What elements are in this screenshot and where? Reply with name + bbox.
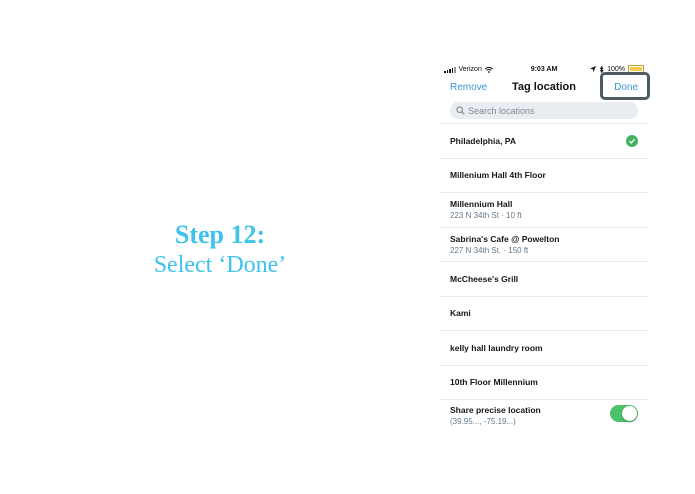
share-precise-toggle[interactable] xyxy=(610,405,638,422)
location-list xyxy=(440,123,648,399)
status-time: 9:03 AM xyxy=(530,66,558,73)
location-row[interactable] xyxy=(440,158,648,193)
share-precise-coords: (39.95..., -75.19...) xyxy=(450,417,516,426)
location-row[interactable] xyxy=(440,365,648,400)
location-detail: 223 N 34th St · 10 ft xyxy=(450,211,522,221)
location-detail: 227 N 34th St. · 150 ft xyxy=(450,245,529,255)
location-name: Millennium Hall xyxy=(450,199,513,210)
instruction-text xyxy=(120,220,320,280)
battery-percent: 100% xyxy=(607,65,625,73)
step-title: Step 12: xyxy=(174,220,266,249)
phone-screen xyxy=(440,62,648,432)
location-name: kelly hall laundry room xyxy=(450,342,543,353)
checkmark-icon xyxy=(626,135,638,147)
location-icon xyxy=(590,66,596,72)
location-row[interactable] xyxy=(440,261,648,296)
location-row[interactable] xyxy=(440,296,648,331)
search-input[interactable] xyxy=(468,106,628,116)
location-row[interactable] xyxy=(440,330,648,365)
location-name: Philadelphia, PA xyxy=(450,135,516,146)
location-name: Kami xyxy=(450,308,471,319)
share-precise-label: Share precise location xyxy=(450,405,541,415)
location-name: 10th Floor Millennium xyxy=(450,377,538,388)
share-precise-location xyxy=(440,399,648,432)
location-name: McCheese's Grill xyxy=(450,273,519,284)
remove-button[interactable]: Remove xyxy=(450,82,488,93)
done-button[interactable]: Done xyxy=(614,82,638,93)
search-bar[interactable] xyxy=(450,102,638,119)
location-row[interactable] xyxy=(440,192,648,227)
search-icon xyxy=(456,106,465,115)
location-row[interactable] xyxy=(440,227,648,262)
location-name: Sabrina's Cafe @ Powelton xyxy=(450,233,560,244)
carrier-name: Verizon xyxy=(458,66,482,73)
location-row[interactable] xyxy=(440,123,648,158)
page-title: Tag location xyxy=(512,81,576,93)
bluetooth-icon xyxy=(599,66,604,73)
toggle-knob xyxy=(622,406,637,421)
location-name: Millenium Hall 4th Floor xyxy=(450,170,546,181)
nav-bar xyxy=(440,78,648,100)
status-bar xyxy=(440,62,648,78)
step-subtitle: Select ‘Done’ xyxy=(153,252,287,278)
battery-icon xyxy=(628,65,644,73)
